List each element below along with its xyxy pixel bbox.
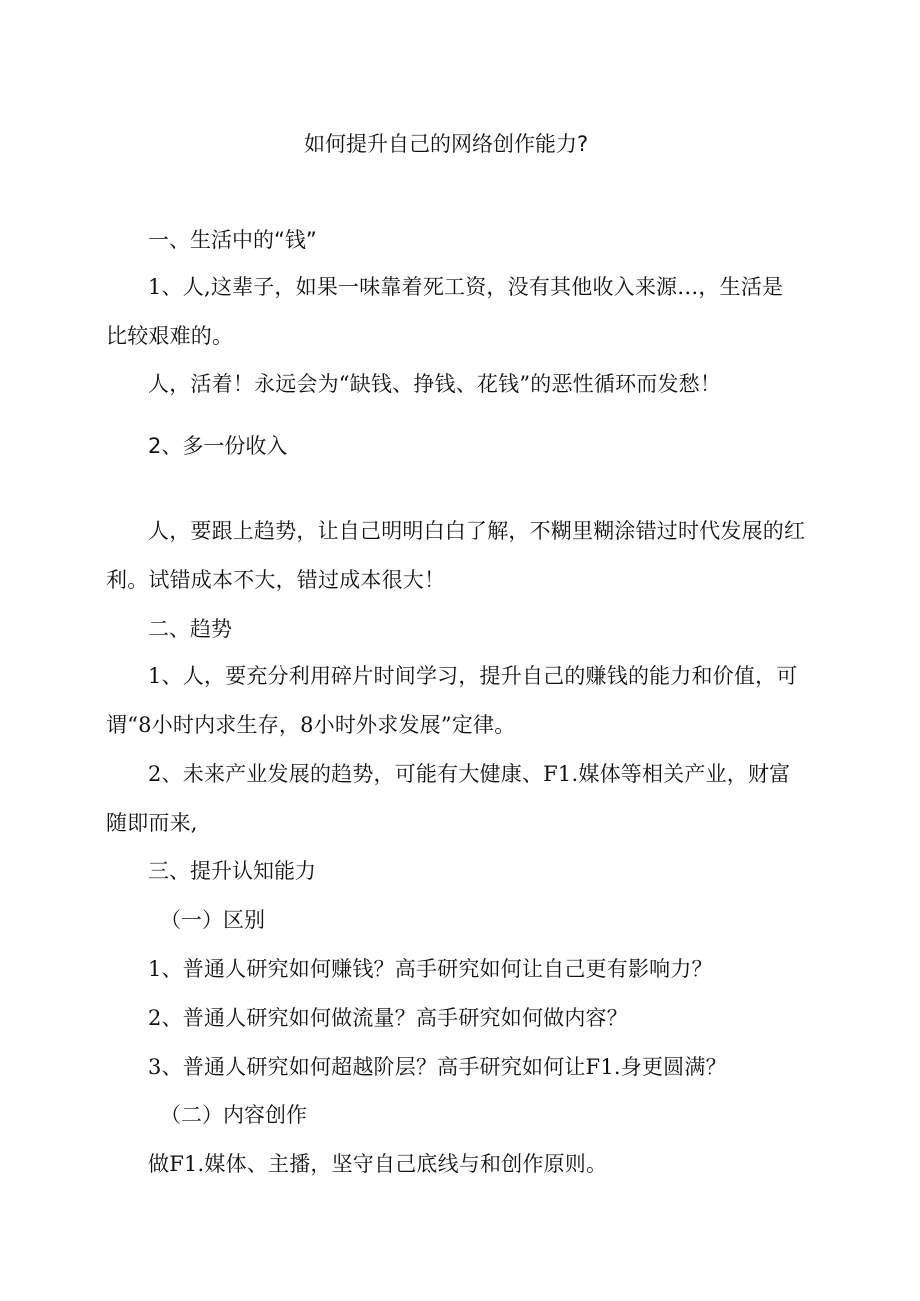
section-3-subsection-1-heading: （一）区别 [160, 908, 265, 932]
section-1-heading: 一、生活中的“钱” [148, 228, 317, 252]
section-1-paragraph-3-line-1: 人，要跟上趋势，让自己明明白白了解，不糊里糊涂错过时代发展的红 [148, 519, 806, 543]
section-2-paragraph-2-line-2: 随即而来, [106, 811, 198, 835]
section-1-paragraph-1-line-1: 1、人,这辈子，如果一味靠着死工资，没有其他收入来源…，生活是 [148, 275, 784, 299]
section-1-paragraph-3-line-2: 利。试错成本不大，错过成本很大！ [106, 568, 446, 592]
section-3-heading: 三、提升认知能力 [148, 859, 316, 883]
section-3-subsection-2-heading: （二）内容创作 [160, 1103, 307, 1127]
section-1-paragraph-1-line-2: 比较艰难的。 [106, 324, 234, 348]
section-2-paragraph-1-line-1: 1、人，要充分利用碎片时间学习，提升自己的赚钱的能力和价值，可 [148, 664, 798, 688]
section-3-subsection-2-paragraph: 做F1.媒体、主播，坚守自己底线与和创作原则。 [148, 1152, 608, 1176]
section-3-item-2: 2、普通人研究如何做流量？高手研究如何做内容？ [148, 1006, 628, 1030]
section-2-paragraph-1-line-2: 谓“8小时内求生存，8小时外求发展”定律。 [106, 713, 516, 737]
section-1-paragraph-2: 人，活着！永远会为“缺钱、挣钱、花钱”的恶性循环而发愁！ [148, 372, 722, 396]
section-3-item-1: 1、普通人研究如何赚钱？高手研究如何让自己更有影响力？ [148, 957, 713, 981]
page-title: 如何提升自己的网络创作能力? [304, 132, 589, 156]
section-2-paragraph-2-line-1: 2、未来产业发展的趋势，可能有大健康、F1.媒体等相关产业，财富 [148, 762, 791, 786]
section-3-item-3: 3、普通人研究如何超越阶层？高手研究如何让F1.身更圆满？ [148, 1055, 727, 1079]
section-1-subheading-2: 2、多一份收入 [148, 434, 288, 458]
section-2-heading: 二、趋势 [148, 617, 232, 641]
